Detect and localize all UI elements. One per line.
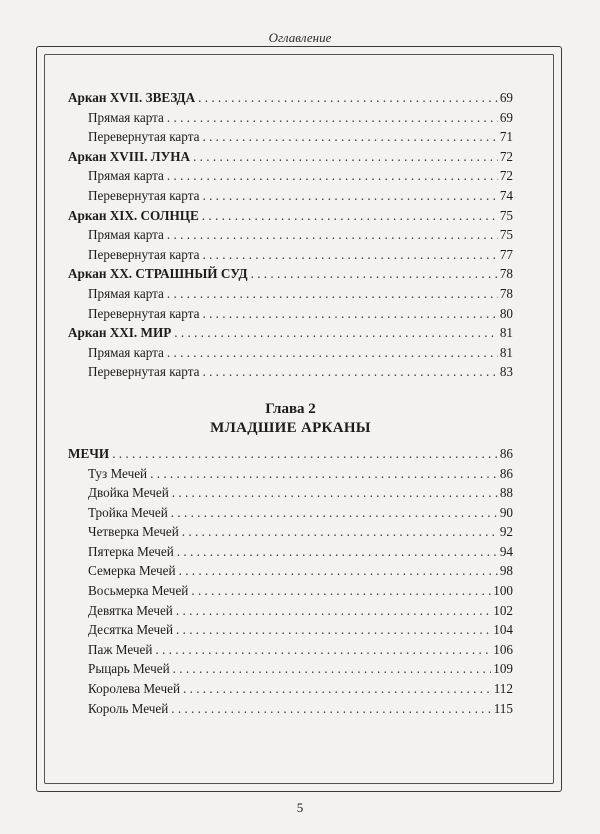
toc-entry [68,485,513,505]
toc-entry [68,642,513,662]
dot-leader [183,681,492,697]
toc-entry-page: 69 [499,109,513,125]
toc-entry-label: Аркан XVII. ЗВЕЗДА [68,90,196,105]
chapter-heading [68,400,513,438]
toc-entry [68,524,513,544]
toc-entry [68,345,513,365]
dot-leader [167,227,498,243]
toc-entry [68,505,513,525]
toc-entry-label: Королева Мечей [88,681,181,697]
toc-entry-label: Перевернутая карта [88,246,200,262]
dot-leader [174,325,498,341]
toc-list-minor-arcana [68,446,513,720]
toc-entry-page: 77 [499,246,513,262]
toc-entry-section [68,208,513,228]
dot-leader [251,266,498,282]
toc-entry [68,227,513,247]
toc-entry-label: Аркан XX. СТРАШНЫЙ СУД [68,266,248,282]
dot-leader [155,642,491,658]
toc-entry-section [68,446,513,466]
toc-list-major-arcana [68,90,513,384]
toc-entry-label: Восьмерка Мечей [88,583,189,599]
toc-entry-label: Прямая карта [88,344,164,360]
toc-entry-label: МЕЧИ [68,445,110,461]
dot-leader [202,364,497,380]
toc-entry-page: 83 [499,364,513,380]
toc-entry-page: 69 [499,90,513,105]
toc-entry-page: 80 [499,305,513,321]
toc-entry-page: 102 [493,602,513,618]
chapter-number: Глава 2 [265,400,316,417]
toc-entry-page: 75 [499,207,513,223]
dot-leader [167,286,498,302]
dot-leader [176,603,491,619]
toc-entry-label: Прямая карта [88,109,164,125]
table-of-contents [68,90,513,720]
dot-leader [202,247,497,263]
toc-entry-label: Четверка Мечей [88,524,179,540]
toc-entry [68,701,513,721]
toc-entry-page: 98 [499,563,513,579]
dot-leader [202,188,497,204]
toc-entry-label: Перевернутая карта [88,129,200,145]
toc-entry-page: 74 [499,187,513,203]
dot-leader [172,485,498,501]
toc-entry [68,603,513,623]
dot-leader [167,110,498,126]
toc-entry-label: Двойка Мечей [88,485,169,501]
toc-entry-label: Семерка Мечей [88,563,176,579]
toc-entry-page: 94 [499,543,513,559]
toc-entry-label: Прямая карта [88,285,164,301]
dot-leader [167,168,498,184]
toc-entry-label: Прямая карта [88,227,164,243]
toc-entry [68,364,513,384]
dot-leader [167,345,498,361]
toc-entry [68,661,513,681]
dot-leader [173,661,492,677]
dot-leader [150,466,498,482]
toc-entry-label: Прямая карта [88,168,164,184]
dot-leader [191,583,491,599]
dot-leader [202,208,498,224]
toc-entry-page: 86 [499,465,513,481]
dot-leader [112,446,498,462]
toc-entry-label: Перевернутая карта [88,187,200,203]
dot-leader [182,524,498,540]
toc-entry [68,544,513,564]
toc-entry [68,247,513,267]
toc-entry-label: Аркан XIX. СОЛНЦЕ [68,207,199,223]
toc-entry-page: 78 [499,285,513,301]
toc-entry-page: 90 [499,504,513,520]
toc-entry-section [68,90,513,110]
toc-entry-page: 81 [499,344,513,360]
dot-leader [171,701,491,717]
toc-entry-page: 86 [499,445,513,461]
toc-entry-page: 75 [499,227,513,243]
toc-entry-label: Король Мечей [88,700,169,716]
toc-entry [68,129,513,149]
chapter-title: МЛАДШИЕ АРКАНЫ [210,419,371,436]
toc-entry-label: Девятка Мечей [88,602,173,618]
toc-entry [68,583,513,603]
toc-entry [68,188,513,208]
toc-entry [68,681,513,701]
toc-entry-page: 109 [493,661,513,677]
toc-entry-label: Аркан XXI. МИР [68,325,172,341]
dot-leader [177,544,498,560]
toc-entry [68,622,513,642]
toc-entry-page: 112 [493,681,513,697]
toc-entry-section [68,266,513,286]
dot-leader [193,149,498,165]
toc-entry-section [68,149,513,169]
running-header: Оглавление [268,30,332,45]
toc-entry-label: Рыцарь Мечей [88,661,170,677]
toc-entry-label: Тройка Мечей [88,504,168,520]
dot-leader [202,129,497,145]
toc-entry-page: 106 [493,641,513,657]
toc-entry [68,168,513,188]
toc-entry-label: Туз Мечей [88,465,148,481]
toc-entry-label: Паж Мечей [88,641,153,657]
toc-entry-page: 100 [493,583,513,599]
toc-entry-page: 81 [499,325,513,341]
toc-entry-label: Пятерка Мечей [88,543,174,559]
toc-entry-label: Перевернутая карта [88,305,200,321]
page-number: 5 [296,800,304,815]
toc-entry-page: 88 [499,485,513,501]
toc-entry-label: Аркан XVIII. ЛУНА [68,148,191,164]
dot-leader [176,622,491,638]
toc-entry-page: 71 [499,129,513,145]
toc-entry-page: 92 [499,524,513,540]
toc-entry-label: Десятка Мечей [88,622,173,638]
toc-entry-label: Перевернутая карта [88,364,200,380]
toc-entry [68,563,513,583]
dot-leader [179,563,498,579]
dot-leader [198,90,498,106]
toc-entry-page: 72 [499,168,513,184]
toc-entry [68,286,513,306]
toc-entry [68,466,513,486]
toc-entry-page: 104 [493,622,513,638]
toc-entry [68,306,513,326]
dot-leader [171,505,498,521]
toc-entry-page: 78 [499,266,513,282]
toc-entry-page: 115 [493,700,513,716]
dot-leader [202,306,497,322]
toc-entry-section [68,325,513,345]
toc-entry-page: 72 [499,148,513,164]
toc-entry [68,110,513,130]
